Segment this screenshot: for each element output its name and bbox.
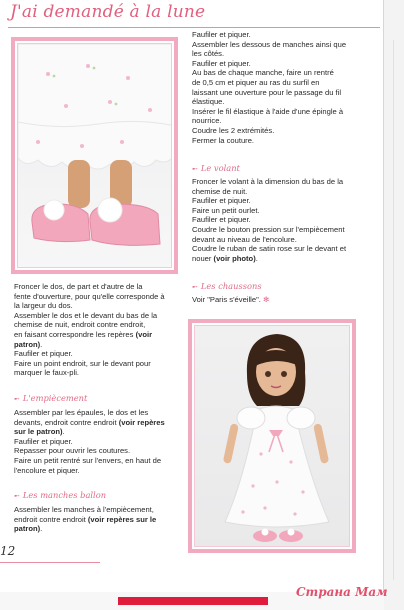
instruction-line: chemise de nuit, endroit contre endroit, [14, 320, 146, 330]
instruction-line: fente d'ouverture, pour qu'elle corresponde à [14, 291, 165, 301]
instruction-line: Coudre le bouton pression sur l'empiècement [192, 224, 345, 234]
instruction-line: Assembler les manches à l'empiècement, [14, 505, 154, 514]
instruction-line: Faufiler et piquer. [192, 215, 251, 225]
section-title-chaussons [192, 281, 262, 291]
arrow-icon: ➸ [192, 165, 198, 173]
section-title-text: L'empiècement [22, 393, 88, 403]
volant-instructions [192, 177, 346, 263]
text-run: . [40, 524, 43, 534]
section-title-text: Les chaussons [200, 281, 262, 291]
instruction-line: laissant une ouverture pour le passage du fil [192, 87, 342, 97]
intro-instructions [14, 282, 165, 378]
instruction-line: Coudre le ruban de satin rose sur le devant et [192, 244, 347, 254]
text-run: en faisant correspondre les repères [14, 329, 136, 339]
instruction-line: Assembler les dessous de manches ainsi que [192, 39, 347, 49]
instruction-line: Faufiler et piquer. [192, 58, 251, 68]
slippers-illustration [18, 44, 172, 268]
instruction-line [14, 515, 156, 525]
manches-instructions [14, 505, 156, 534]
instruction-line: Faire un petit rentré sur l'envers, en haut de [14, 455, 162, 465]
instruction-line: Faire un petit ourlet. [192, 205, 260, 215]
arrow-icon: ➸ [192, 283, 198, 291]
instruction-line [14, 524, 156, 534]
instruction-line: Faufiler et piquer. [14, 436, 73, 446]
bold-reference: patron) [14, 339, 41, 349]
instruction-line: Repasser pour ouvrir les coutures. [14, 446, 131, 456]
photo-slippers-image [17, 43, 172, 268]
chaussons-instructions [192, 295, 269, 305]
star-icon: ✻ [263, 295, 270, 304]
section-title-text: Le volant [200, 163, 240, 173]
section-title-text: Les manches ballon [22, 490, 107, 500]
instruction-line: nourrice. [192, 116, 222, 126]
text-run: endroit contre endroit [14, 514, 88, 524]
bold-reference: (voir repères sur le [87, 514, 157, 524]
text-run: . [40, 339, 43, 349]
text-run: devants, endroit contre endroit [14, 417, 119, 427]
doll-illustration [195, 326, 350, 547]
text-run: nouer [192, 253, 214, 263]
text-run: . [62, 427, 65, 437]
bold-reference: patron) [14, 524, 41, 534]
instruction-line: Faufiler et piquer. [192, 30, 251, 39]
instruction-line: Faufiler et piquer. [14, 349, 73, 359]
instruction-line: Faire un point endroit, sur le devant pour [14, 358, 151, 368]
section-title-manches [14, 490, 106, 500]
instruction-line: Coudre les 2 extrémités. [192, 125, 275, 135]
instruction-line: les côtés. [192, 49, 225, 59]
bold-reference: (voir repères [118, 417, 165, 427]
instruction-line: Insérer le fil élastique à l'aide d'une épingle à [192, 106, 344, 116]
instruction-line: l'encolure et piquer. [14, 465, 80, 475]
text-run: Voir "Paris s'éveille". [192, 295, 261, 304]
instruction-line: Froncer le dos, de part et d'autre de la [14, 282, 143, 291]
instruction-line: Fermer la couture. [192, 135, 255, 145]
bold-reference: (voir photo) [213, 253, 256, 263]
instruction-line: élastique. [192, 97, 225, 107]
instruction-line [14, 427, 165, 437]
bold-reference: (voir [135, 329, 153, 339]
watermark-text: Страна Мам [296, 585, 388, 599]
header-divider [8, 27, 380, 28]
page-header-title: J'ai demandé à la lune [10, 2, 206, 22]
section-title-empiecement [14, 393, 87, 403]
instruction-line: Faufiler et piquer. [192, 196, 251, 206]
instruction-line: Assembler le dos et le devant du bas de la [14, 310, 158, 320]
instruction-line: marquer le faux-pli. [14, 368, 79, 378]
instruction-line [14, 418, 165, 428]
bottom-accent-bar [118, 597, 268, 605]
instruction-line: Froncer le volant à la dimension du bas de la [192, 177, 344, 186]
text-run: . [255, 253, 258, 263]
footer-divider [0, 562, 100, 563]
instruction-line: chemise de nuit. [192, 186, 248, 196]
section-title-volant [192, 163, 240, 173]
instruction-line [14, 340, 165, 350]
page-number: 12 [0, 544, 16, 558]
instruction-line [14, 330, 165, 340]
page-edge-line [393, 40, 394, 580]
instruction-line: Assembler par les épaules, le dos et les [14, 408, 149, 417]
bold-reference: sur le patron) [14, 427, 63, 437]
arrow-icon: ➸ [14, 492, 20, 500]
instructions-continued [192, 30, 346, 145]
arrow-icon: ➸ [14, 395, 20, 403]
instruction-line: Au bas de chaque manche, faire un rentré [192, 68, 334, 78]
photo-doll [188, 319, 356, 553]
photo-slippers [11, 37, 178, 274]
instruction-line [192, 254, 346, 264]
instruction-line: de 0,5 cm et piquer au ras du surfil en [192, 77, 320, 87]
photo-doll-image [194, 325, 350, 547]
instruction-line: la largeur du dos. [14, 301, 73, 311]
instruction-line [192, 295, 269, 305]
instruction-line: devant au niveau de l'encolure. [192, 234, 297, 244]
empiecement-instructions [14, 408, 165, 475]
